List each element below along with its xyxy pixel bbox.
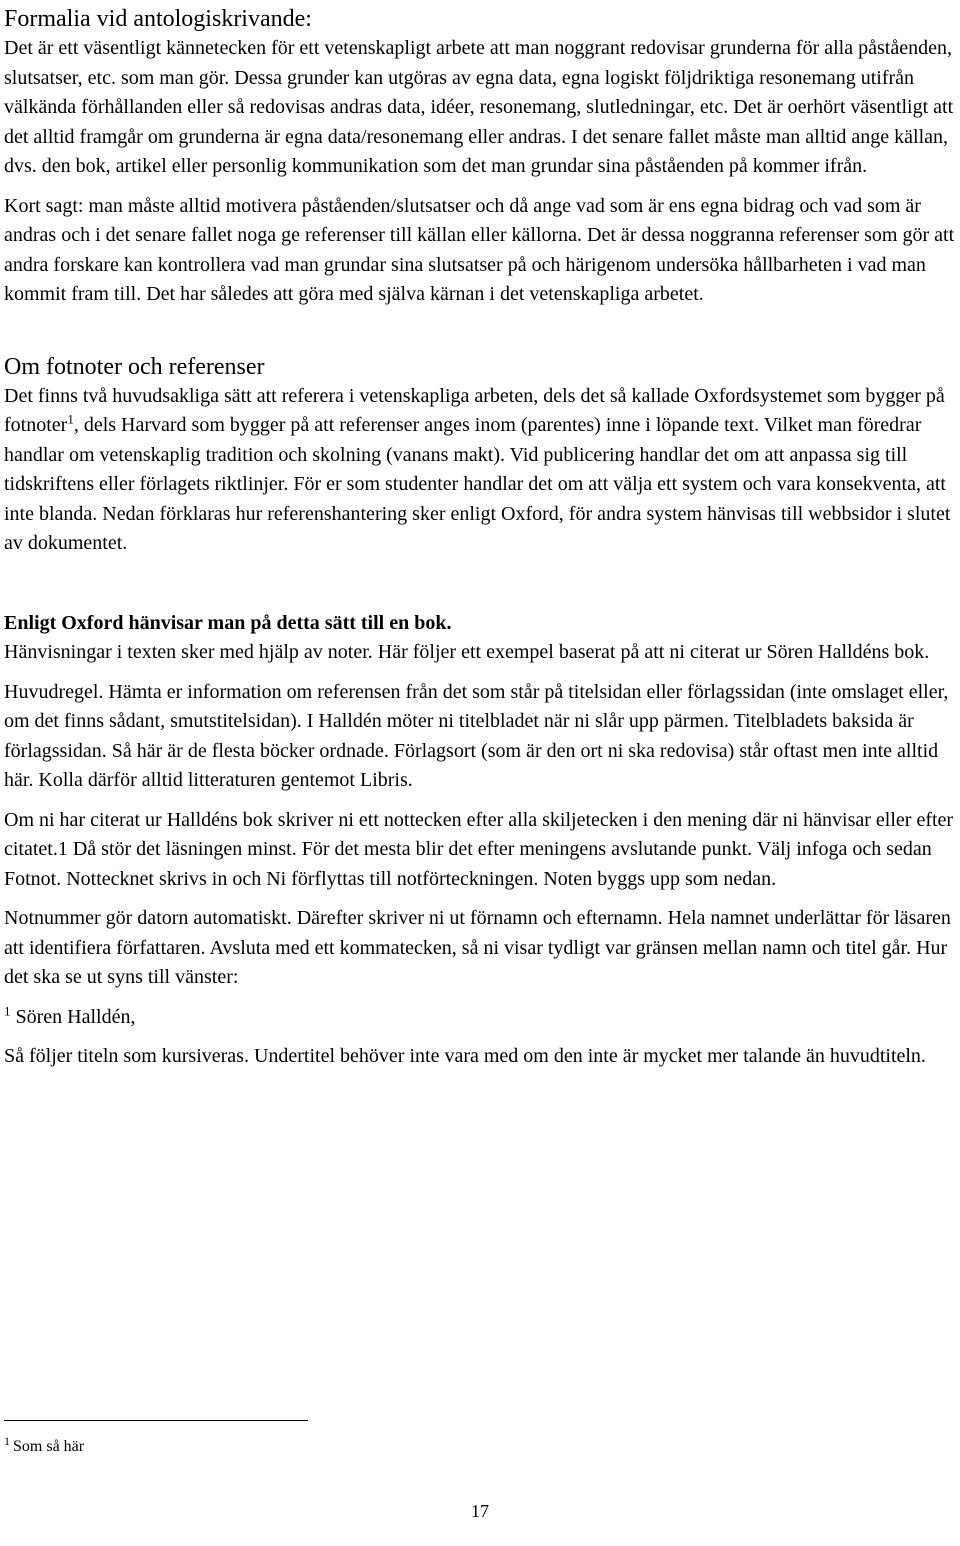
- paragraph-fotnoter-1-end: , dels Harvard som bygger på att referenser anges inom (parentes) inne i löpande text. Vilket man föredrar handlar om vetenskaplig tradition och skolning (vanans makt). Vid publicering handlar det om att anpassa sig till tidskriftens eller förlagets riktlinjer. För er som studenter handlar det om att välja ett system och vara konsekventa, att inte blanda. Nedan förklaras hur referenshantering sker enligt Oxford, för andra system hänvisas till webbsidor i slutet av dokumentet.: [4, 414, 951, 554]
- paragraph-oxford-4: Notnummer gör datorn automatiskt. Därefter skriver ni ut förnamn och efternamn. Hela namnet underlättar för läsaren att identifiera författaren. Avsluta med ett kommatecken, så ni visar tydligt var gränsen mellan namn och titel går. Hur det ska se ut syns till vänster:: [4, 907, 951, 988]
- footnote-example-text: Sören Halldén,: [10, 1005, 136, 1028]
- footnote-number: 1: [4, 1433, 10, 1448]
- paragraph-oxford-2: Huvudregel. Hämta er information om referensen från det som står på titelsidan eller förlagssidan (inte omslaget eller, om det finns sådant, smutstitelsidan). I Halldén möter ni titelbladet när ni slår upp pärmen. Titelbladets baksida är förlagssidan. Så här är de flesta böcker ordnade. Förlagsort (som är den ort ni ska redovisa) står oftast men inte alltid här. Kolla därför alltid litteraturen gentemot Libris.: [4, 680, 949, 791]
- footnote-separator: [4, 1420, 308, 1421]
- paragraph-fotnoter-1: [4, 382, 956, 559]
- paragraph-formalia-2: Kort sagt: man måste alltid motivera påståenden/slutsatser och då ange vad som är ens egna bidrag och vad som är andras och i det senare fallet noga ge referenser till källan eller källorna. Det är dessa noggranna referenser som gör att andra forskare kan kontrollera vad man grundar sina slutsatser på och härigenom undersöka hållbarheten i vad man kommit fram till. Det har således att göra med själva kärnan i det vetenskapliga arbetet.: [4, 194, 955, 305]
- footnote-text: Som så här: [13, 1438, 85, 1455]
- paragraph-oxford-1: Hänvisningar i texten sker med hjälp av noter. Här följer ett exempel baserat på att ni citerat ur Sören Halldéns bok.: [4, 641, 930, 663]
- paragraph-oxford-3: Om ni har citerat ur Halldéns bok skriver ni ett nottecken efter alla skiljetecken i den mening där ni hänvisar eller efter citatet.1 Då stör det läsningen minst. För det mesta blir det efter meningens avslutande punkt. Välj infoga och sedan Fotnot. Nottecknet skrivs in och Ni förflyttas till notförteckningen. Noten byggs upp som nedan.: [4, 808, 954, 890]
- paragraph-fotnoter-1-start: Det finns två huvudsakliga sätt att referera i vetenskapliga arbeten, dels det så kallade Oxfordsystemet som bygger på fotnoter: [4, 384, 945, 436]
- section-heading-fotnoter: Om fotnoter och referenser: [4, 353, 265, 380]
- footnote: [4, 1433, 85, 1458]
- footnote-example-number: 1: [4, 1002, 11, 1018]
- section-heading-formalia: Formalia vid antologiskrivande:: [4, 6, 312, 32]
- paragraph-oxford-5: Så följer titeln som kursiveras. Undertitel behöver inte vara med om den inte är mycket mer talande än huvudtiteln.: [4, 1045, 926, 1067]
- page-number: 17: [471, 1501, 489, 1521]
- document-page: [4, 0, 956, 1072]
- footnote-example-line: [4, 1003, 956, 1033]
- section-heading-oxford: Enligt Oxford hänvisar man på detta sätt till en bok.: [4, 611, 452, 634]
- footnote-ref-marker[interactable]: 1: [67, 411, 74, 427]
- paragraph-formalia-1: Det är ett väsentligt kännetecken för ett vetenskapligt arbete att man noggrant redovisar grunderna för alla påståenden, slutsatser, etc. som man gör. Dessa grunder kan utgöras av egna data, egna logiskt följdriktiga resonemang utifrån välkända förhållanden eller så redovisas andras data, idéer, resonemang, slutledningar, etc. Det är oerhört väsentligt att det alltid framgår om grunderna är egna data/resonemang eller andras. I det senare fallet måste man alltid ange källan, dvs. den bok, artikel eller personlig kommunikation som det man grundar sina påståenden på kommer ifrån.: [4, 37, 954, 177]
